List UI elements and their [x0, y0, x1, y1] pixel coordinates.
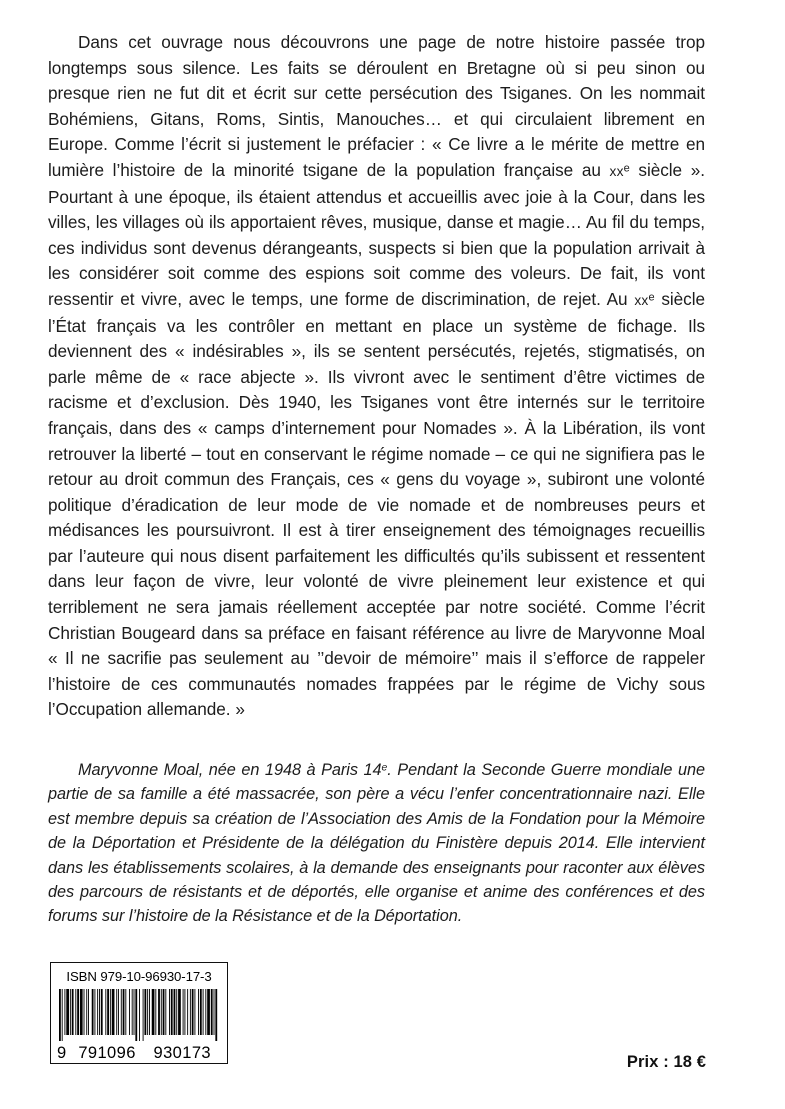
- century-smallcaps-2: xx: [634, 292, 649, 308]
- isbn-barcode-block: [50, 962, 228, 1064]
- barcode-digit-mid: 791096: [78, 1044, 136, 1062]
- barcode-bars-area: [59, 989, 219, 1041]
- ordinal-superscript-1: e: [623, 162, 630, 175]
- arrondissement-superscript: e: [381, 762, 388, 774]
- barcode-digit-left: 9: [57, 1044, 67, 1062]
- price-label: Prix : 18 €: [626, 1053, 706, 1071]
- barcode-digit-row: [51, 1045, 229, 1062]
- blurb-text-part-3: siècle l’État français va les contrôler en mettant en place un système de fichage. Ils deviennent des « indésirables », ils se sentent persécutés, rejetés, stigmatisés, on parle même de « race abjecte ». Ils vivront avec le sentiment d’être victimes de racisme et d’exclusion. Dès 1940, les Tsiganes vont être internés sur le territoire français, dans des « camps d’internement pour Nomades ». À la Libération, ils vont retrouver la liberté – tout en conservant le régime nomade – ce qui ne signifiera pas le retour au droit commun des Français, ces « gens du voyage », subiront une volonté politique d’éradication de leur mode de vie nomade et de nombreuses peurs et médisances les poursuivront. Il est à tirer enseignement des témoignages recueillis par l’auteure qui nous disent parfaitement les difficultés qu’ils subissent et ressentent dans leur façon de vivre, leur volonté de vivre pleinement leur existence et qui terriblement ne sera jamais réellement acceptée par notre société. Comme l’écrit Christian Bougeard dans sa préface en faisant référence au livre de Maryvonne Moal « Il ne sacrifie pas seulement au ’’devoir de mémoire’’ mais il s’efforce de rappeler l’histoire de ces communautés nomades frappées par le régime de Vichy sous l’Occupation allemande. »: [48, 288, 705, 720]
- author-bio-paragraph: [48, 758, 705, 929]
- isbn-label: ISBN 979-10-96930-17-3: [66, 969, 212, 984]
- blurb-paragraph: [48, 30, 705, 723]
- blurb-text-part-1: Dans cet ouvrage nous découvrons une page de notre histoire passée trop longtemps sous silence. Les faits se déroulent en Bretagne où si peu sinon ou presque rien ne fut dit et écrit sur cette persécution des Tsiganes. On les nommait Bohémiens, Gitans, Roms, Sintis, Manouches… et qui circulaient librement en Europe. Comme l’écrit si justement le préfacier : « Ce livre a le mérite de mettre en lumière l’histoire de la minorité tsigane de la population française au: [48, 32, 705, 180]
- century-smallcaps-1: xx: [609, 163, 624, 179]
- barcode-digit-right: 930173: [153, 1044, 211, 1062]
- blurb-container: [48, 30, 705, 723]
- bio-text-part-1: Maryvonne Moal, née en 1948 à Paris 14: [78, 761, 382, 779]
- barcode-icon: [59, 989, 219, 1041]
- blurb-text-part-2: siècle ». Pourtant à une époque, ils étaient attendus et accueillis avec joie à la Cour, dans les villes, les villages où ils apportaient rêves, musique, danse et magie… Au fil du temps, ces individus sont devenus dérangeants, suspects si bien que la population arrivait à les considérer soit comme des espions soit comme des voleurs. De fait, ils vont ressentir et vivre, avec le temps, une forme de discrimination, de rejet. Au: [48, 159, 705, 309]
- ordinal-superscript-2: e: [648, 291, 655, 304]
- bio-text-part-2: . Pendant la Seconde Guerre mondiale une partie de sa famille a été massacrée, son père a vécu l’enfer concentrationnaire nazi. Elle est membre depuis sa création de l’Association des Amis de la Fondation pour la Mémoire de la Déportation et Présidente de la délégation du Finistère depuis 2014. Elle intervient dans les établissements scolaires, à la demande des enseignants pour raconter aux élèves des parcours de résistants et de déportés, elle organise et anime des conférences et des forums sur l’histoire de la Résistance et de la Déportation.: [48, 761, 705, 926]
